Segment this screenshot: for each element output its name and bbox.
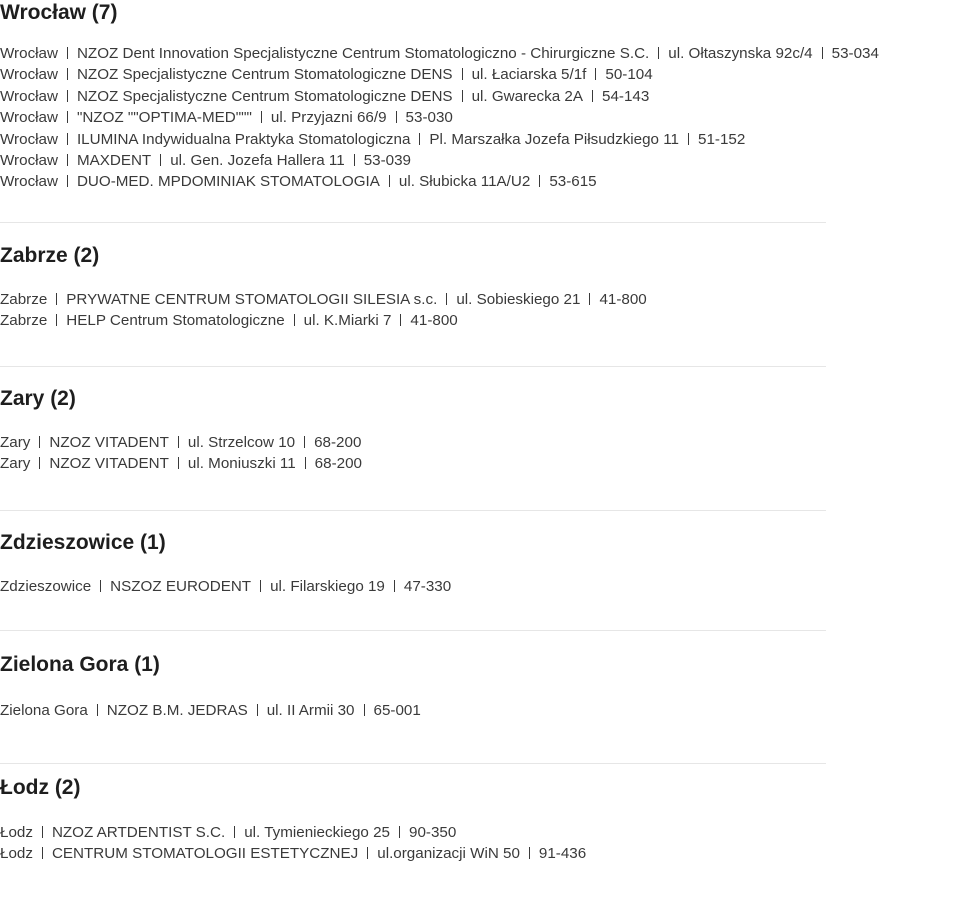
separator-bar: [394, 580, 395, 592]
entry-zip: 53-039: [363, 151, 411, 169]
entry-zip: 68-200: [314, 434, 362, 451]
entry-zip: 51-152: [698, 130, 746, 148]
separator-bar: [67, 175, 68, 187]
entry-zip: 68-200: [314, 455, 362, 473]
entry-city: Wrocław: [0, 173, 58, 191]
city-heading: Łodz (2): [0, 776, 81, 799]
section-heading: [0, 652, 826, 678]
separator-bar: [67, 133, 68, 145]
section-heading: [0, 0, 826, 26]
entry-zip: 50-104: [605, 66, 653, 84]
separator-bar: [56, 293, 57, 305]
list-item: [0, 171, 879, 192]
list-item: [0, 576, 451, 597]
separator-bar: [595, 68, 596, 80]
list-item: [0, 822, 586, 843]
entry-name: NZOZ Specjalistyczne Centrum Stomatologiczne DENS: [76, 87, 453, 105]
separator-bar: [446, 293, 447, 305]
city-heading: Zary (2): [0, 387, 76, 410]
section-divider: [0, 366, 826, 367]
separator-bar: [234, 826, 235, 838]
entry-city: Łodz: [0, 824, 33, 841]
separator-bar: [389, 175, 390, 187]
entry-city: Łodz: [0, 845, 33, 863]
list-item: [0, 289, 647, 310]
entry-zip: 90-350: [409, 824, 457, 841]
separator-bar: [419, 133, 420, 145]
separator-bar: [67, 111, 68, 123]
entry-city: Zdzieszowice: [0, 578, 92, 595]
separator-bar: [399, 826, 400, 838]
entry-list: [0, 289, 647, 332]
section-divider: [0, 222, 826, 223]
section-heading: [0, 775, 826, 801]
separator-bar: [67, 154, 68, 166]
entry-zip: 65-001: [373, 702, 421, 719]
entry-city: Zielona Gora: [0, 702, 88, 719]
separator-bar: [260, 580, 261, 592]
entry-name: NZOZ ARTDENTIST S.C.: [51, 824, 226, 841]
entry-zip: 47-330: [403, 578, 452, 595]
entry-zip: 91-436: [538, 845, 587, 863]
entry-list: [0, 822, 586, 865]
separator-bar: [462, 90, 463, 102]
list-item: [0, 310, 647, 331]
entry-address: ul. Moniuszki 11: [187, 455, 296, 473]
entry-city: Wrocław: [0, 130, 58, 148]
entry-address: ul. Gen. Jozefa Hallera 11: [170, 151, 345, 169]
entry-name: HELP Centrum Stomatologiczne: [66, 312, 285, 330]
entry-name: NZOZ Dent Innovation Specjalistyczne Centrum Stomatologiczno - Chirurgiczne S.C.: [76, 45, 650, 62]
entry-address: ul.organizacji WiN 50: [377, 845, 520, 863]
separator-bar: [100, 580, 101, 592]
separator-bar: [67, 68, 68, 80]
list-item: [0, 432, 362, 453]
entry-list: [0, 43, 879, 193]
entry-name: MAXDENT: [76, 151, 152, 169]
separator-bar: [592, 90, 593, 102]
separator-bar: [67, 90, 68, 102]
entry-zip: 41-800: [410, 312, 458, 330]
section-divider: [0, 763, 826, 764]
entry-address: ul. Filarskiego 19: [270, 578, 385, 595]
entry-list: [0, 576, 451, 597]
separator-bar: [539, 175, 540, 187]
entry-name: DUO-MED. MPDOMINIAK STOMATOLOGIA: [76, 173, 380, 191]
separator-bar: [529, 847, 530, 859]
entry-address: ul. Słubicka 11A/U2: [398, 173, 531, 191]
separator-bar: [257, 704, 258, 716]
entry-zip: 53-030: [405, 109, 453, 127]
city-heading: Zielona Gora (1): [0, 653, 160, 676]
list-item: [0, 43, 879, 64]
entry-name: ILUMINA Indywidualna Praktyka Stomatologiczna: [76, 130, 411, 148]
list-item: [0, 150, 879, 171]
entry-address: ul. K.Miarki 7: [303, 312, 392, 330]
separator-bar: [354, 154, 355, 166]
separator-bar: [39, 457, 40, 469]
separator-bar: [304, 436, 305, 448]
list-item: [0, 843, 586, 864]
entry-name: NSZOZ EURODENT: [110, 578, 252, 595]
separator-bar: [364, 704, 365, 716]
separator-bar: [56, 314, 57, 326]
separator-bar: [400, 314, 401, 326]
entry-address: Pl. Marszałka Jozefa Piłsudzkiego 11: [429, 130, 679, 148]
separator-bar: [261, 111, 262, 123]
separator-bar: [294, 314, 295, 326]
separator-bar: [688, 133, 689, 145]
separator-bar: [589, 293, 590, 305]
entry-address: ul. Strzelcow 10: [187, 434, 296, 451]
separator-bar: [67, 47, 68, 59]
entry-city: Wrocław: [0, 66, 58, 84]
separator-bar: [39, 436, 40, 448]
section-heading: [0, 386, 826, 412]
entry-address: ul. Sobieskiego 21: [456, 291, 581, 308]
entry-name: PRYWATNE CENTRUM STOMATOLOGII SILESIA s.c.: [66, 291, 438, 308]
entry-name: NZOZ Specjalistyczne Centrum Stomatologiczne DENS: [76, 66, 453, 84]
list-item: [0, 700, 421, 721]
entry-city: Zary: [0, 434, 31, 451]
list-item: [0, 86, 879, 107]
city-heading: Zabrze (2): [0, 244, 100, 267]
entry-name: CENTRUM STOMATOLOGII ESTETYCZNEJ: [51, 845, 359, 863]
city-heading: Wrocław (7): [0, 1, 118, 24]
entry-name: "NZOZ ""OPTIMA-MED""": [76, 109, 252, 127]
separator-bar: [178, 436, 179, 448]
section-heading: [0, 530, 826, 556]
separator-bar: [97, 704, 98, 716]
entry-address: ul. Ołtaszynska 92c/4: [668, 45, 813, 62]
list-item: [0, 64, 879, 85]
city-heading: Zdzieszowice (1): [0, 531, 166, 554]
separator-bar: [178, 457, 179, 469]
section-heading: [0, 243, 826, 269]
entry-zip: 53-615: [549, 173, 597, 191]
entry-address: ul. Gwarecka 2A: [471, 87, 583, 105]
list-item: [0, 129, 879, 150]
separator-bar: [160, 154, 161, 166]
section-divider: [0, 630, 826, 631]
separator-bar: [396, 111, 397, 123]
entry-list: [0, 432, 362, 475]
entry-city: Wrocław: [0, 45, 58, 62]
entry-address: ul. Łaciarska 5/1f: [471, 66, 587, 84]
entry-city: Zabrze: [0, 312, 48, 330]
entry-address: ul. Tymienieckiego 25: [244, 824, 390, 841]
entry-address: ul. Przyjazni 66/9: [270, 109, 387, 127]
entry-name: NZOZ B.M. JEDRAS: [106, 702, 248, 719]
entry-list: [0, 700, 421, 721]
list-item: [0, 453, 362, 474]
list-item: [0, 107, 879, 128]
separator-bar: [367, 847, 368, 859]
entry-zip: 41-800: [599, 291, 647, 308]
separator-bar: [42, 826, 43, 838]
entry-zip: 54-143: [602, 87, 650, 105]
section-divider: [0, 510, 826, 511]
entry-city: Zary: [0, 455, 31, 473]
separator-bar: [462, 68, 463, 80]
entry-name: NZOZ VITADENT: [49, 455, 169, 473]
entry-zip: 53-034: [831, 45, 879, 62]
entry-name: NZOZ VITADENT: [49, 434, 169, 451]
separator-bar: [305, 457, 306, 469]
separator-bar: [658, 47, 659, 59]
separator-bar: [822, 47, 823, 59]
entry-address: ul. II Armii 30: [266, 702, 355, 719]
entry-city: Wrocław: [0, 151, 58, 169]
entry-city: Wrocław: [0, 109, 58, 127]
entry-city: Wrocław: [0, 87, 58, 105]
entry-city: Zabrze: [0, 291, 48, 308]
separator-bar: [42, 847, 43, 859]
